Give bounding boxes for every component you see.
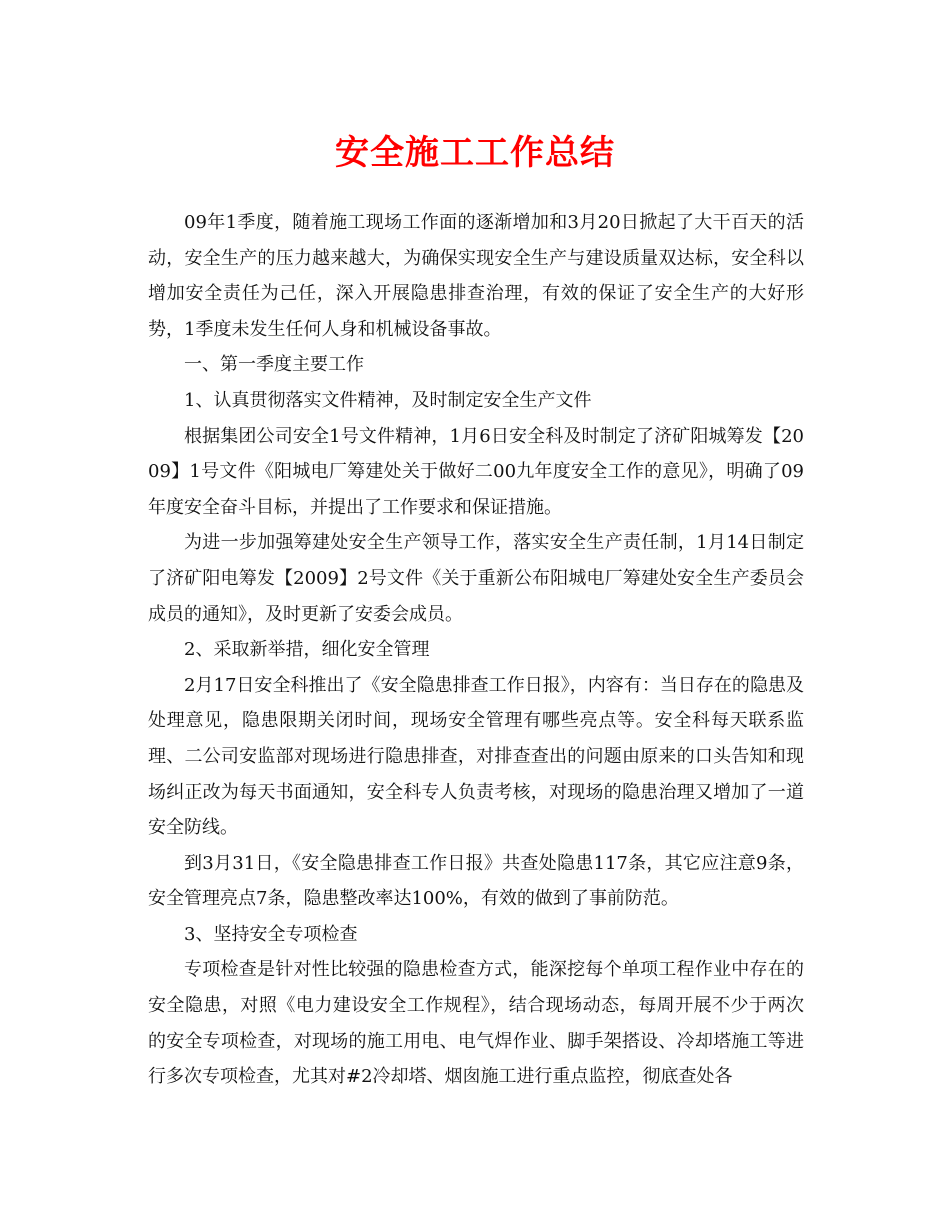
page-title: 安全施工工作总结 [335, 133, 615, 173]
paragraph-2b: 到3月31日，《安全隐患排查工作日报》共查处隐患117条，其它应注意9条，安全管理亮点7条，隐患整改率达100%，有效的做到了事前防范。 [148, 852, 804, 910]
document-body [148, 205, 804, 1095]
paragraph-1a: 根据集团公司安全1号文件精神，1月6日安全科及时制定了济矿阳城筹发【2009】1号文件《阳城电厂筹建处关于做好二00九年度安全工作的意见》，明确了09年度安全奋斗目标，并提出了工作要求和保证措施。 [148, 425, 804, 518]
paragraph-intro: 09年1季度，随着施工现场工作面的逐渐增加和3月20日掀起了大干百天的活动，安全生产的压力越来越大，为确保实现安全生产与建设质量双达标，安全科以增加安全责任为己任，深入开展隐患排查治理，有效的保证了安全生产的大好形势，1季度未发生任何人身和机械设备事故。 [148, 212, 804, 340]
subheading-2: 2、采取新举措，细化安全管理 [184, 639, 430, 661]
subheading-3: 3、坚持安全专项检查 [184, 923, 358, 945]
section-heading-q1-work: 一、第一季度主要工作 [184, 354, 364, 376]
subheading-1: 1、认真贯彻落实文件精神，及时制定安全生产文件 [184, 389, 592, 411]
paragraph-2a: 2月17日安全科推出了《安全隐患排查工作日报》，内容有：当日存在的隐患及处理意见，隐患限期关闭时间，现场安全管理有哪些亮点等。安全科每天联系监理、二公司安监部对现场进行隐患排查，对排查查出的问题由原来的口头告知和现场纠正改为每天书面通知，安全科专人负责考核，对现场的隐患治理又增加了一道安全防线。 [148, 674, 804, 839]
paragraph-3a: 专项检查是针对性比较强的隐患检查方式，能深挖每个单项工程作业中存在的安全隐患，对照《电力建设安全工作规程》，结合现场动态，每周开展不少于两次的安全专项检查，对现场的施工用电、电气焊作业、脚手架搭设、冷却塔施工等进行多次专项检查，尤其对#2冷却塔、烟囱施工进行重点监控，彻底查处各 [148, 959, 804, 1088]
paragraph-1b: 为进一步加强筹建处安全生产领导工作，落实安全生产责任制，1月14日制定了济矿阳电筹发【2009】2号文件《关于重新公布阳城电厂筹建处安全生产委员会成员的通知》，及时更新了安委会成员。 [148, 532, 804, 625]
